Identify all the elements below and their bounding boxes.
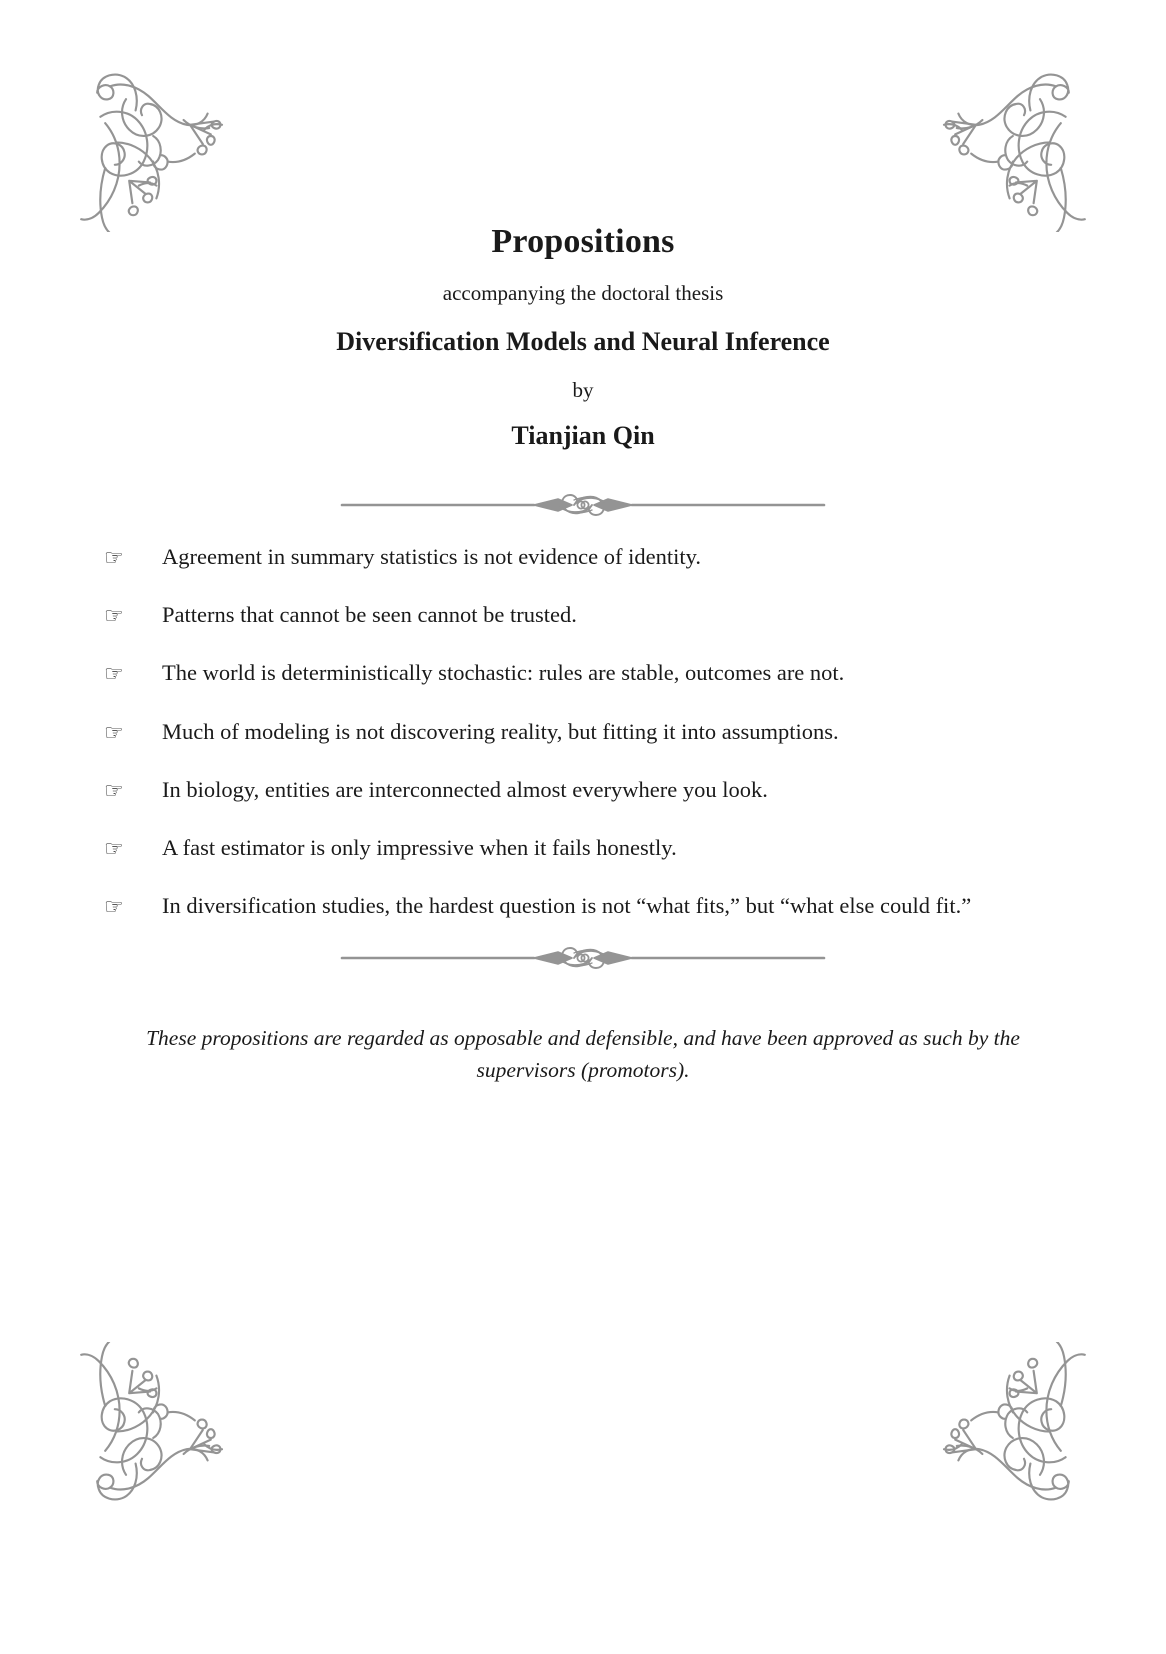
corner-flourish-ornament-bottom-left [78, 1342, 238, 1502]
proposition-text: A fast estimator is only impressive when it fails honestly. [162, 835, 677, 861]
pointing-hand-icon: ☞ [104, 661, 124, 687]
list-item [104, 716, 1066, 748]
corner-flourish-ornament-bottom-right [928, 1342, 1088, 1502]
approval-statement: These propositions are regarded as opposable and defensible, and have been approved as such by the supervisors (promotors). [146, 1025, 1020, 1082]
pointing-hand-icon: ☞ [104, 777, 124, 803]
ornamental-divider-bottom [338, 945, 828, 971]
list-item [104, 657, 1066, 689]
list-item [104, 890, 1066, 922]
document-header [0, 222, 1166, 451]
pointing-hand-icon: ☞ [104, 719, 124, 745]
page-title: Propositions [491, 223, 675, 260]
pointing-hand-icon: ☞ [104, 545, 124, 570]
pointing-hand-icon: ☞ [104, 894, 124, 920]
pointing-hand-icon: ☞ [104, 836, 124, 862]
list-item [104, 541, 1066, 573]
corner-flourish-ornament-top-left [78, 72, 238, 232]
proposition-text: Much of modeling is not discovering reality, but fitting it into assumptions. [162, 718, 839, 744]
propositions-list [104, 541, 1066, 949]
list-item [104, 832, 1066, 864]
corner-flourish-ornament-top-right [928, 72, 1088, 232]
proposition-text: Patterns that cannot be seen cannot be trusted. [162, 602, 577, 628]
by-label: by [572, 378, 594, 403]
accompanying-line: accompanying the doctoral thesis [442, 280, 724, 305]
ornamental-divider-top [338, 492, 828, 518]
proposition-text: Agreement in summary statistics is not evidence of identity. [162, 544, 702, 569]
pointing-hand-icon: ☞ [104, 603, 124, 629]
proposition-text: In biology, entities are interconnected almost everywhere you look. [162, 776, 768, 802]
thesis-title: Diversification Models and Neural Inference [336, 326, 830, 356]
list-item [104, 774, 1066, 806]
proposition-text: In diversification studies, the hardest question is not “what fits,” but “what else could fit.” [162, 893, 972, 919]
proposition-text: The world is deterministically stochastic: rules are stable, outcomes are not. [162, 660, 845, 686]
author-name: Tianjian Qin [511, 421, 655, 451]
list-item [104, 599, 1066, 631]
